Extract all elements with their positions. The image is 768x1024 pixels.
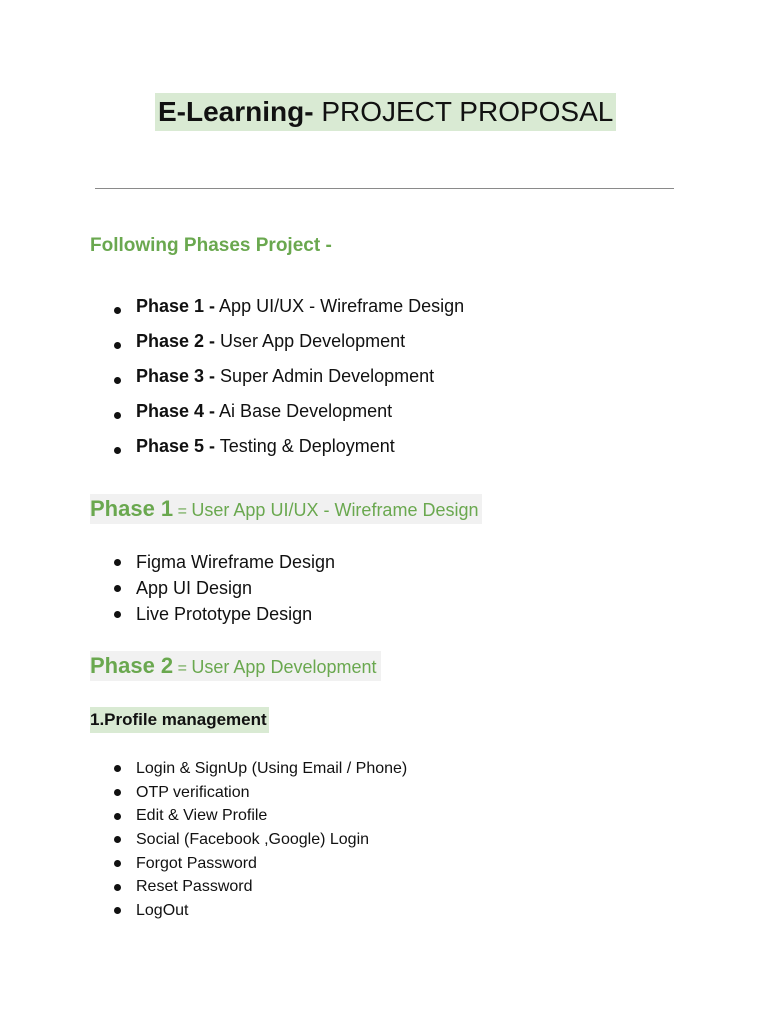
- phases-heading: Following Phases Project -: [90, 235, 332, 256]
- list-item-text: App UI Design: [136, 578, 253, 598]
- bullet-icon: [114, 377, 121, 384]
- phase1-heading: [90, 494, 482, 524]
- list-item: [90, 601, 335, 627]
- list-item: [90, 852, 407, 876]
- phase-text: Testing & Deployment: [215, 436, 395, 456]
- phase2-description: User App Development: [191, 657, 377, 677]
- bullet-icon: [114, 884, 121, 891]
- list-item: [90, 757, 407, 781]
- list-item-text: Forgot Password: [136, 854, 257, 872]
- phase1-equals: =: [173, 503, 192, 520]
- list-item-text: Social (Facebook ,Google) Login: [136, 831, 370, 849]
- phase-text: Ai Base Development: [215, 401, 393, 421]
- phase1-description: User App UI/UX - Wireframe Design: [191, 500, 479, 520]
- bullet-icon: [114, 447, 121, 454]
- list-item-text: Login & SignUp (Using Email / Phone): [136, 760, 408, 777]
- list-item: [90, 899, 407, 923]
- list-item: [90, 293, 464, 328]
- list-item: [90, 549, 335, 575]
- bullet-icon: [114, 412, 121, 419]
- bullet-icon: [114, 585, 121, 592]
- phase-label: Phase 4 -: [136, 401, 216, 421]
- list-item: [90, 433, 464, 468]
- phase-text: App UI/UX - Wireframe Design: [215, 296, 465, 316]
- page-title: [155, 93, 616, 131]
- phase2-equals: =: [173, 660, 192, 677]
- phase1-list: [90, 549, 335, 627]
- list-item-text: LogOut: [136, 902, 189, 920]
- bullet-icon: [114, 559, 121, 566]
- phase-label: Phase 2 -: [136, 331, 216, 351]
- list-item: [90, 781, 407, 805]
- title-rest: PROJECT PROPOSAL: [313, 96, 614, 127]
- phase-text: User App Development: [215, 331, 406, 351]
- list-item-text: Edit & View Profile: [136, 807, 268, 825]
- list-item: [90, 575, 335, 601]
- bullet-icon: [114, 836, 121, 843]
- bullet-icon: [114, 765, 121, 772]
- list-item-text: Reset Password: [136, 878, 253, 896]
- profile-management-heading: 1.Profile management: [90, 707, 269, 733]
- title-bold: E-Learning-: [158, 96, 314, 127]
- list-item: [90, 875, 407, 899]
- phase2-heading: [90, 651, 381, 681]
- phase1-label: Phase 1: [90, 496, 174, 521]
- bullet-icon: [114, 789, 121, 796]
- phase2-list: [90, 757, 407, 923]
- bullet-icon: [114, 307, 121, 314]
- bullet-icon: [114, 860, 121, 867]
- bullet-icon: [114, 813, 121, 820]
- list-item-text: OTP verification: [136, 783, 250, 801]
- bullet-icon: [114, 611, 121, 618]
- bullet-icon: [114, 342, 121, 349]
- phase-text: Super Admin Development: [215, 366, 435, 386]
- phase-label: Phase 3 -: [136, 366, 216, 386]
- list-item: [90, 363, 464, 398]
- bullet-icon: [114, 907, 121, 914]
- phase-label: Phase 5 -: [136, 436, 216, 456]
- phase-label: Phase 1 -: [136, 296, 216, 316]
- list-item: [90, 398, 464, 433]
- phase2-label: Phase 2: [90, 653, 174, 678]
- list-item-text: Live Prototype Design: [136, 604, 313, 624]
- horizontal-divider: [95, 188, 674, 189]
- phases-list: [90, 293, 464, 468]
- list-item: [90, 328, 464, 363]
- list-item-text: Figma Wireframe Design: [136, 552, 336, 572]
- list-item: [90, 804, 407, 828]
- list-item: [90, 828, 407, 852]
